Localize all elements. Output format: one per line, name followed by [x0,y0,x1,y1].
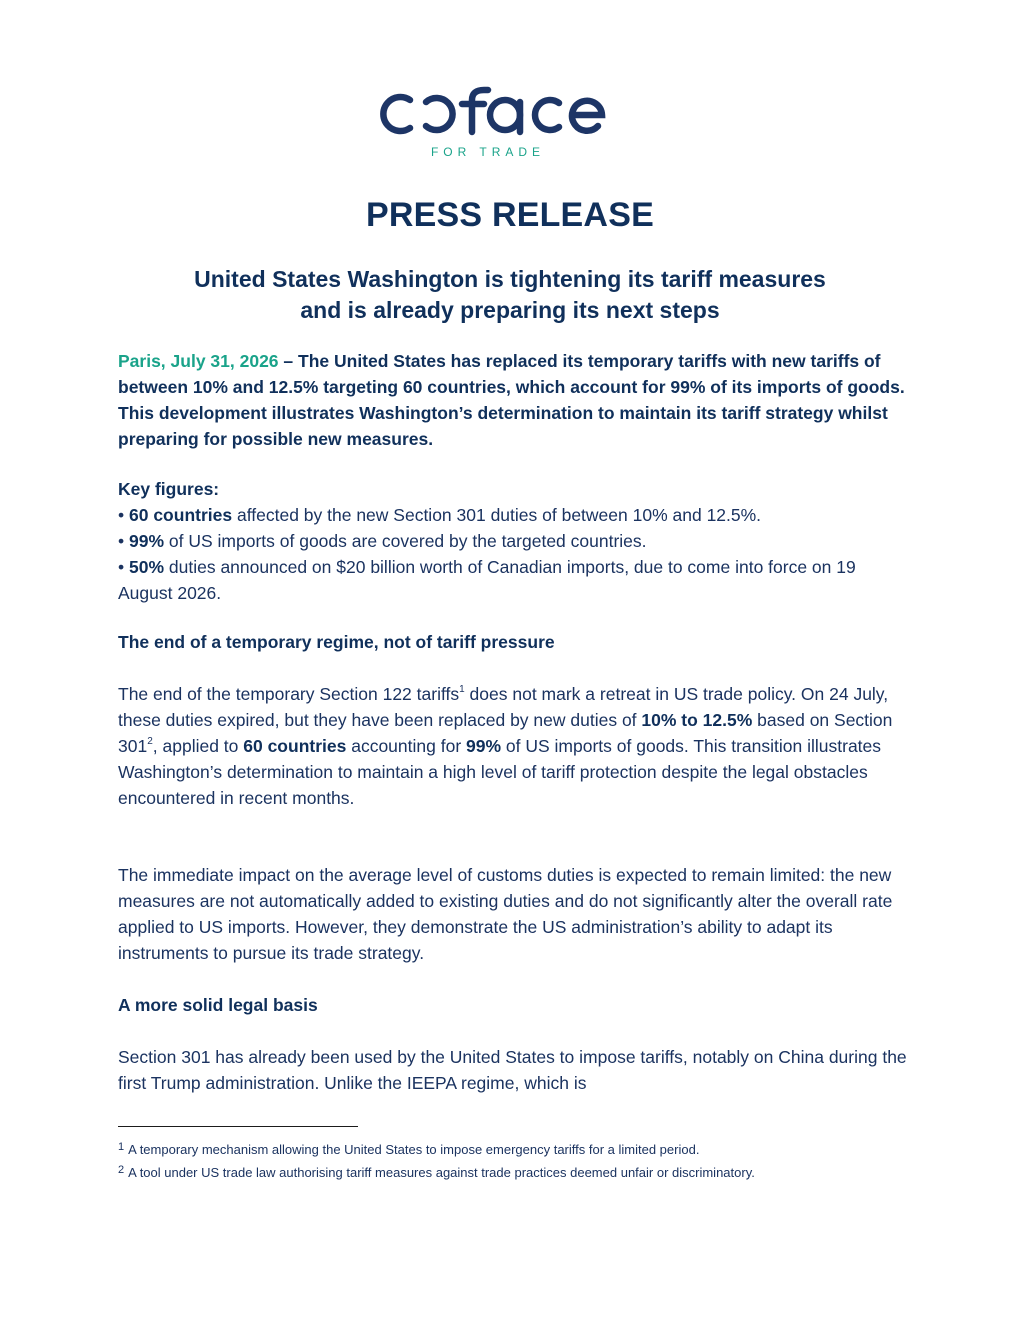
text-run: , applied to [152,736,244,756]
key-figure-text: affected by the new Section 301 duties of between 10% and 12.5%. [232,505,762,525]
section-heading-temporary-regime: The end of a temporary regime, not of tariff pressure [118,632,555,652]
key-figures-heading: Key figures: [118,479,220,499]
coface-logo-mark [376,72,626,162]
bullet: • [118,531,129,551]
footnote-text: A tool under US trade law authorising tariff measures against trade practices deemed unfair or discriminatory. [128,1165,755,1180]
footnote-number: 1 [118,1141,125,1153]
key-figure-value: 99% [129,531,165,551]
key-figure-text: duties announced on $20 billion worth of Canadian imports, due to come into force on 19 August 2026. [118,557,856,603]
text-run: accounting for [346,736,467,756]
lead-dash: – [278,351,299,371]
footnote-2 [118,1164,918,1183]
headline [100,264,920,326]
footnote-divider [118,1126,358,1127]
headline-line-1: United States Washington is tightening its tariff measures [194,266,826,292]
text-run: based on Section 301 [118,710,893,756]
section1-paragraph-2: The immediate impact on the average level of customs duties is expected to remain limited: the new measures are not automatically added to existing duties and do not significantly alter the overall rate applied to US imports. However, they demonstrate the US administration’s ability to adapt its instruments to pursue its trade strategy. [118,865,893,963]
text-run: of US imports of goods. This transition illustrates Washington’s determination to maintain a high level of tariff protection despite the legal obstacles encountered in recent months. [118,736,882,808]
section2-paragraph-1: Section 301 has already been used by the United States to impose tariffs, notably on China during the first Trump administration. Unlike the IEEPA regime, which is [118,1047,907,1093]
text-run: The end of the temporary Section 122 tariffs [118,684,460,704]
lead-text: The United States has replaced its temporary tariffs with new tariffs of between 10% and 12.5% targeting 60 countries, which account for 99% of its imports of goods. This development illustrates Washington’s determination to maintain its tariff strategy whilst preparing for possible new measures. [118,351,905,449]
lead-paragraph [118,348,908,452]
section1-paragraph-1 [118,681,908,811]
key-figure-text: of US imports of goods are covered by the targeted countries. [164,531,647,551]
footnote-ref-1[interactable]: 1 [459,684,465,696]
press-release-title: PRESS RELEASE [366,196,654,234]
bold-run: 60 countries [243,736,347,756]
section-heading-legal-basis: A more solid legal basis [118,995,318,1015]
key-figure-item [118,554,908,606]
coface-logo [376,72,626,162]
footnote-text: A temporary mechanism allowing the United States to impose emergency tariffs for a limited period. [128,1142,700,1157]
bold-run: 10% to 12.5% [641,710,753,730]
bullet: • [118,505,129,525]
logo-tagline: FOR TRADE [430,145,546,159]
bold-run: 99% [466,736,502,756]
footnote-1 [118,1141,918,1160]
key-figure-item [118,502,908,528]
headline-line-2: and is already preparing its next steps [300,297,720,323]
key-figure-value: 60 countries [129,505,233,525]
place-date: Paris, July 31, 2026 [118,351,279,371]
footnote-ref-2[interactable]: 2 [147,736,153,748]
key-figure-item [118,528,908,554]
footnote-number: 2 [118,1164,125,1176]
key-figures [118,476,908,606]
text-run: does not mark a retreat in US trade policy. On 24 July, these duties expired, but they have been replaced by new duties of [118,684,889,730]
bullet: • [118,557,129,577]
key-figure-value: 50% [129,557,165,577]
